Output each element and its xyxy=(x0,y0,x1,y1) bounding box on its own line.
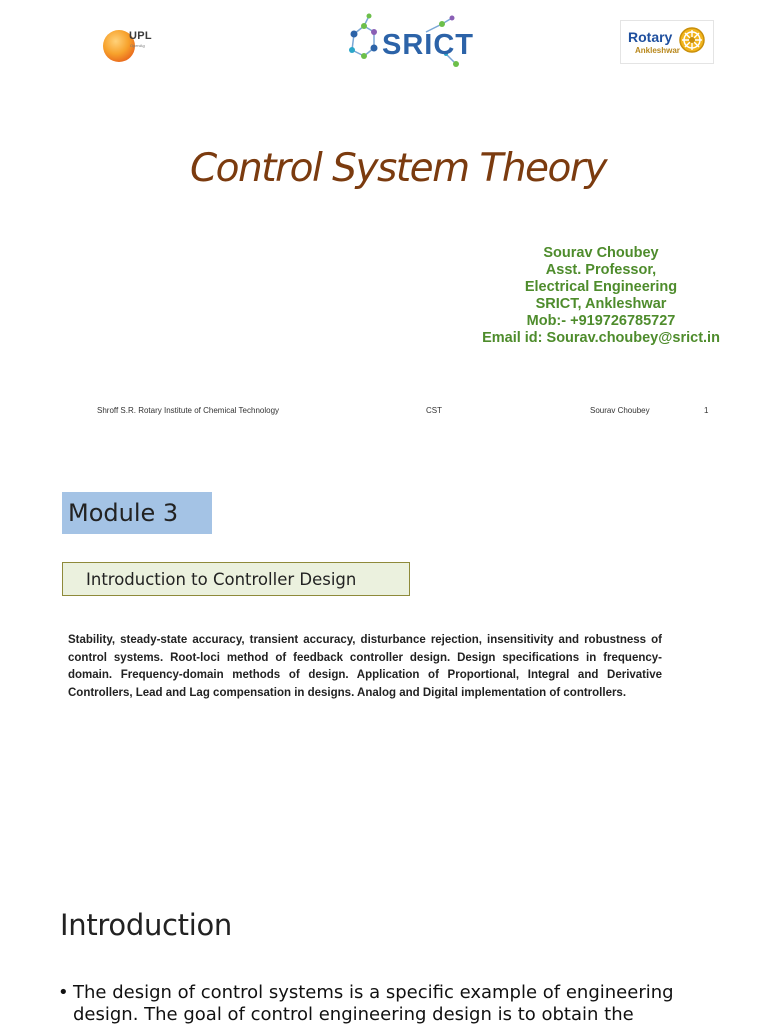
srict-logo xyxy=(342,12,482,72)
module-subtitle: Introduction to Controller Design xyxy=(62,562,410,596)
rotary-logo-text: Rotary xyxy=(628,29,673,45)
footer-page-number: 1 xyxy=(704,406,709,415)
rotary-logo xyxy=(620,20,714,64)
footer-course: CST xyxy=(426,406,442,415)
upl-logo xyxy=(100,26,170,66)
bullet-item xyxy=(58,982,738,1026)
module-label: Module 3 xyxy=(62,492,212,534)
author-info xyxy=(450,245,752,347)
footer-author: Sourav Choubey xyxy=(590,406,650,415)
bullet-text: The design of control systems is a specific example of engineering design. The goal of control engineering design is to obtain the xyxy=(73,982,674,1025)
rotary-logo-location: Ankleshwar xyxy=(635,46,680,55)
syllabus-paragraph: Stability, steady-state accuracy, transient accuracy, disturbance rejection, insensitivity and robustness of control systems. Root-loci method of feedback controller design. Design specifications in frequency-domain. Frequency-domain methods of design. Application of Proportional, Integral and Derivative Controllers, Lead and Lag compensation in designs. Analog and Digital implementation of controllers. xyxy=(68,634,662,699)
srict-logo-text: SRICT xyxy=(382,29,474,61)
author-department: Electrical Engineering xyxy=(524,279,678,295)
author-mobile: Mob:- +919726785727 xyxy=(526,313,676,329)
author-institute: SRICT, Ankleshwar xyxy=(535,296,667,312)
slide-title: Control System Theory xyxy=(189,146,607,191)
rotary-wheel-icon xyxy=(677,25,707,55)
bullet-icon: • xyxy=(58,982,69,1003)
author-name: Sourav Choubey xyxy=(543,245,659,261)
author-designation: Asst. Professor, xyxy=(545,262,657,278)
author-email: Email id: Sourav.choubey@srict.in xyxy=(482,330,720,346)
introduction-heading: Introduction xyxy=(60,908,233,942)
upl-logo-tagline: OpenAg xyxy=(130,43,145,48)
upl-logo-text: UPL xyxy=(129,30,152,42)
footer-institute: Shroff S.R. Rotary Institute of Chemical Technology xyxy=(97,406,280,415)
